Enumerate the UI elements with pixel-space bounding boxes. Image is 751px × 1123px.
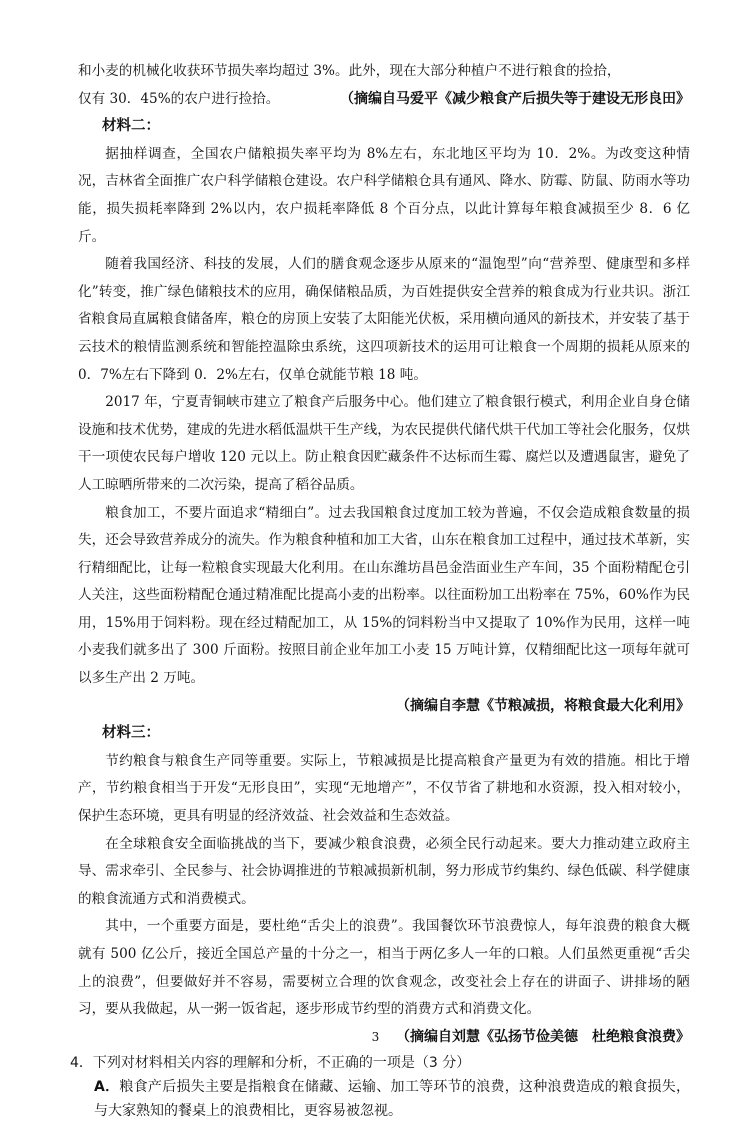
source-citation-2: （摘编自李慧《节粮减损，将粮食最大化利用》 [396,697,690,714]
continued-paragraph-line: 和小麦的机械化收获环节损失率均超过 3%。此外，现在大部分种植户不进行粮食的捡拾， [78,63,621,79]
material-3-heading: 材料三： [102,725,160,742]
material-2-paragraph-1: 据抽样调查，全国农户储粮损失率平均为 8%左右，东北地区平均为 10．2%。为改变这种情况，吉林省全面推广农户科学储粮仓建设。农户科学储粮仓具有通风、降水、防霉、防鼠、防雨水等功能，损失损耗率降到 2%以内，农户损耗率降低 8 个百分点，以此计算每年粮食减损至少 8．6 亿斤。 [78,145,690,245]
document-body [70,58,691,1123]
material-2-paragraph-2: 随着我国经济、科技的发展，人们的膳食观念逐步从原来的“温饱型”向“营养型、健康型和多样化”转变，推广绿色储粮技术的应用，确保储粮品质，为百姓提供安全营养的粮食成为行业共识。浙江省粮食局直属粮食储备库，粮仓的房顶上安装了太阳能光伏板，采用横向通风的新技术，并安装了基于云技术的粮情监测系统和智能控温除虫系统，这四项新技术的运用可让粮食一个周期的损耗从原来的 0．7%左右下降到 0．2%左右，仅单仓就能节粮 18 吨。 [78,256,690,383]
page-number: 3 [371,1030,380,1044]
source-citation-1: （摘编自马爱平《减少粮食产后损失等于建设无形良田》 [340,90,690,107]
continued-paragraph-text: 仅有 30．45%的农户进行捡拾。 [78,90,280,107]
material-2-paragraph-3: 2017 年，宁夏青铜峡市建立了粮食产后服务中心。他们建立了粮食银行模式，利用企业自身仓储设施和技术优势，建成的先进水稻低温烘干生产线，为农民提供代储代烘干代加工等社会化服务，仅烘干一项使农民每户增收 120 元以上。防止粮食因贮藏条件不达标而生霉、腐烂以及遭遇鼠害，避免了人工晾晒所带来的二次污染，提高了稻谷品质。 [78,394,690,493]
question-4-option-a [94,1075,690,1123]
continued-paragraph-end [78,86,690,114]
option-a-text: 粮食产后损失主要是指粮食在储藏、运输、加工等环节的浪费，这种浪费造成的粮食损失，与大家熟知的餐桌上的浪费相比，更容易被忽视。 [94,1079,691,1120]
question-4-stem: 4．下列对材料相关内容的理解和分析，不正确的一项是（3 分） [70,1055,471,1072]
source-citation-3: （摘编自刘慧《弘扬节俭美德 杜绝粮食浪费》 [396,1028,690,1045]
material-3-paragraph-2: 在全球粮食安全面临挑战的当下，要减少粮食浪费，必须全民行动起来。要大力推动建立政府主导、需求牵引、全民参与、社会协调推进的节粮减损新机制，努力形成节约集约、绿色低碳、科学健康的粮食流通方式和消费模式。 [78,835,690,907]
material-2-source-line [78,693,690,721]
option-a-label: A． [94,1079,120,1096]
material-3-paragraph-1: 节约粮食与粮食生产同等重要。实际上，节粮减损是比提高粮食产量更为有效的措施。相比于增产，节约粮食相当于开发“无形良田”，实现“无地增产”，不仅节省了耕地和水资源，投入相对较小，保护生态环境，更具有明显的经济效益、社会效益和生态效益。 [78,752,690,825]
material-2-paragraph-4: 粮食加工，不要片面追求“精细白”。过去我国粮食过度加工较为普遍，不仅会造成粮食数量的损失，还会导致营养成分的流失。作为粮食种植和加工大省，山东在粮食加工过程中，通过技术革新，实行精细配比，让每一粒粮食实现最大化利用。在山东潍坊昌邑金浩面业生产车间，35 个面粉精配仓引人关注，这些面粉精配仓通过精准配比提高小麦的出粉率。以往面粉加工出粉率在 75%，60%作为民用，15%用于饲料粉。现在经过精配加工，从 15%的饲料粉当中又提取了 10%作为民用，这样一吨小麦我们就多出了 300 斤面粉。按照目前企业年加工小麦 15 万吨计算，仅精细配比这一项每年就可以多生产出 2 万吨。 [78,504,690,687]
material-3-paragraph-3: 其中，一个重要方面是，要杜绝“舌尖上的浪费”。我国餐饮环节浪费惊人，每年浪费的粮食大概就有 500 亿公斤，接近全国总产量的十分之一，相当于两亿多人一年的口粮。人们虽然更重视“舌尖上的浪费”，但要做好并不容易，需要树立合理的饮食观念，改变社会上存在的讲面子、讲排场的陋习，要从我做起，从一粥一饭省起，逐步形成节约型的消费方式和消费文化。 [78,918,690,1018]
material-2-heading: 材料二： [102,118,160,135]
